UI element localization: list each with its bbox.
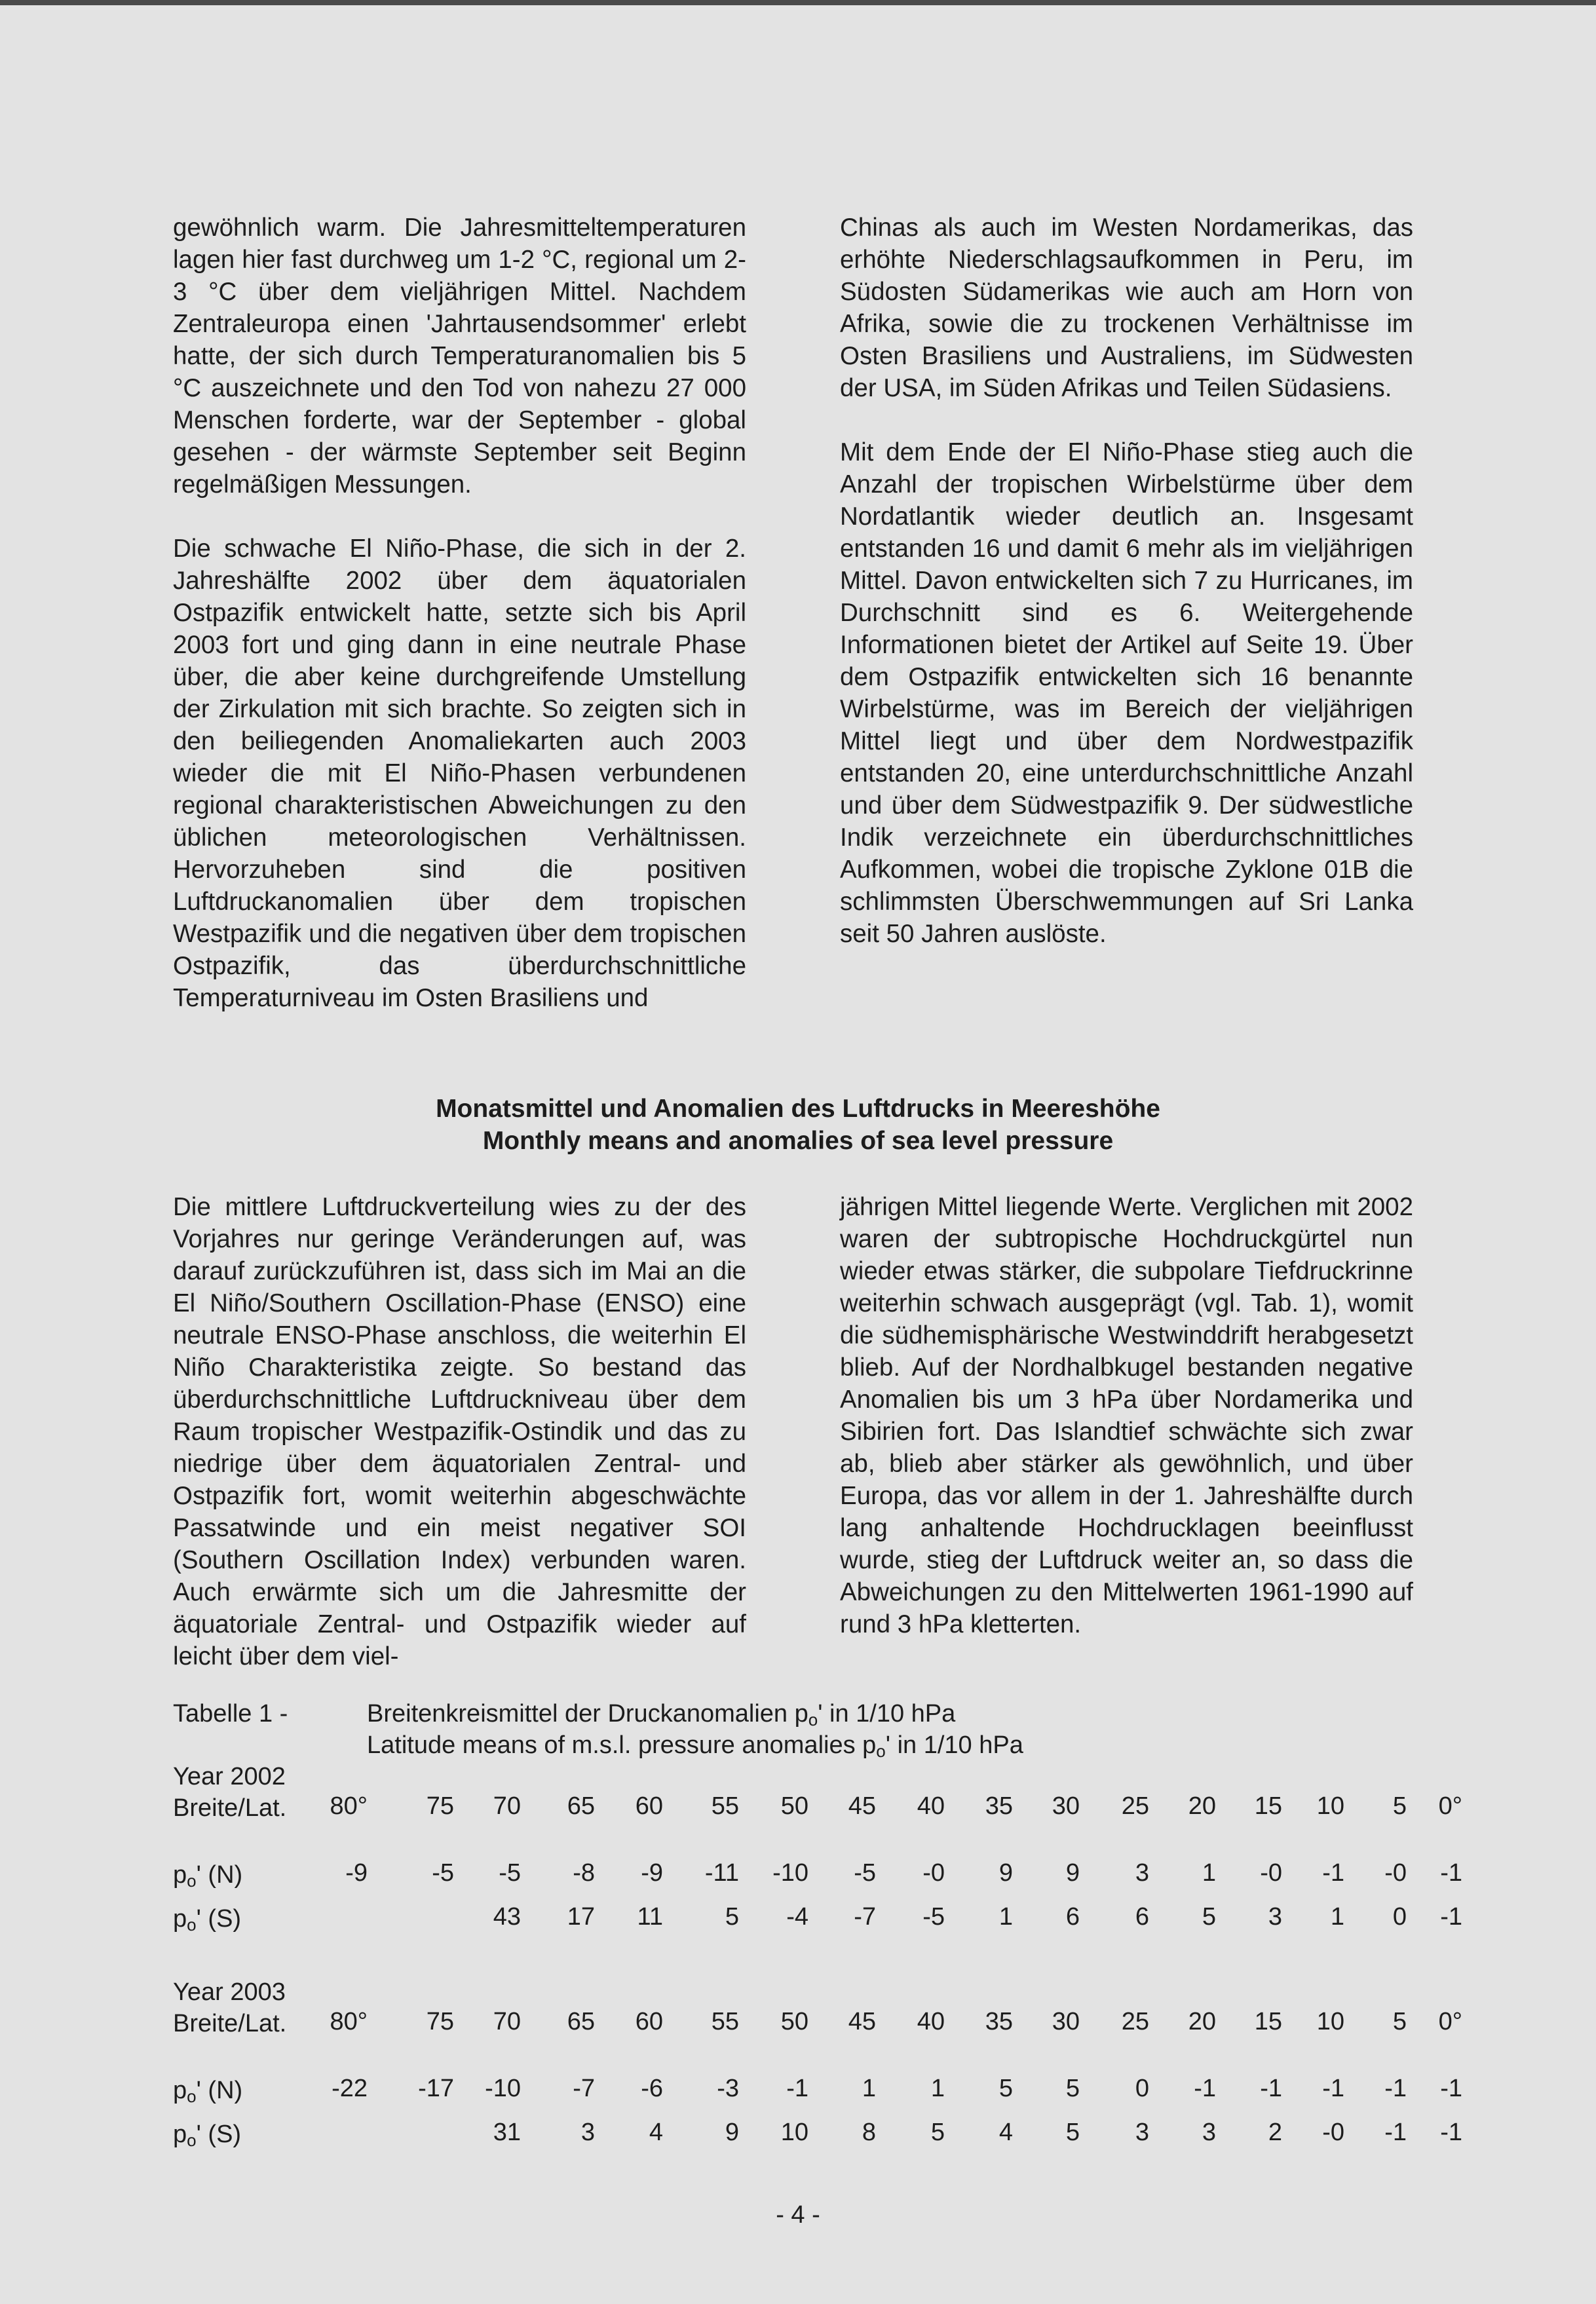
table-cell-south: 5 [1202,1903,1216,1931]
table-cell-south: -1 [1440,2119,1462,2146]
table-cell-north: 9 [998,1859,1013,1887]
latitude-row-label: Breite/Lat. [173,2010,287,2037]
latitude-header-cell: 60 [635,2008,663,2035]
table-cell-south: 6 [1135,1903,1149,1931]
latitude-header-cell: 65 [567,2008,595,2035]
latitude-header-cell: 20 [1188,2008,1216,2035]
table-cell-north: 1 [862,2075,876,2102]
table-label: Tabelle 1 - [173,1700,288,1728]
south-row-label: $p_o'$ (S) [173,2121,242,2150]
latitude-header-cell: 40 [917,2008,945,2035]
latitude-header-cell: 35 [985,2008,1013,2035]
table-cell-south: -1 [1440,1903,1462,1931]
table-cell-south: 17 [567,1903,595,1931]
table-cell-south: 9 [725,2119,739,2146]
latitude-header-cell: 80° [330,2008,368,2035]
latitude-header-cell: 40 [917,1792,945,1820]
table-cell-north: -17 [418,2075,454,2102]
table-cell-north: -1 [1194,2075,1216,2102]
table-cell-north: -1 [1322,2075,1344,2102]
latitude-header-cell: 75 [426,2008,454,2035]
paragraph: Die mittlere Luftdruckverteilung wies zu der des Vorjahres nur geringe Veränderungen auf, was darauf zurückzuführen ist, dass sich im Mai an die El Niño/Southern Oscillation-Phase (ENSO) eine neutrale ENSO-Phase anschloss, die weiterhin El Niño Charakteristika zeigte. So bestand das überdurchschnittliche Luftdruckniveau über dem Raum tropischer Westpazifik-Ostindik und das zu niedrige über dem äquatorialen Zentral- und Ostpazifik fort, womit weiterhin abgeschwächte Passatwinde und ein meist negativer SOI (Southern Oscillation Index) verbunden waren. Auch erwärmte sich um die Jahresmitte der äquatoriale Zentral- und Ostpazifik wieder auf leicht über dem viel- [173,1193,746,1671]
table-cell-north: -6 [641,2075,663,2102]
latitude-header-cell: 0° [1438,1792,1462,1820]
heading-english: Monthly means and anomalies of sea level pressure [482,1127,1114,1155]
latitude-header-cell: 35 [985,1792,1013,1820]
latitude-header-cell: 25 [1121,2008,1149,2035]
paragraph: gewöhnlich warm. Die Jahresmitteltemperaturen lagen hier fast durchweg um 1-2 °C, regional um 2-3 °C über dem vieljährigen Mittel. Nachdem Zentraleuropa einen 'Jahrtausendsommer' erlebt hatte, der sich durch Temperaturanomalien bis 5 °C auszeichnete und den Tod von nahezu 27 000 Menschen forderte, war der September - global gesehen - der wärmste September seit Beginn regelmäßigen Messungen. [173,214,746,499]
paragraph: Mit dem Ende der El Niño-Phase stieg auch die Anzahl der tropischen Wirbelstürme über dem Nordatlantik wieder deutlich an. Insgesamt entstanden 16 und damit 6 mehr als im vieljährigen Mittel. Davon entwickelten sich 7 zu Hurricanes, im Durchschnitt sind es 6. Weitergehende Informationen bietet der Artikel auf Seite 19. Über dem Ostpazifik entwickelten sich 16 benannte Wirbelstürme, was im Bereich der vieljährigen Mittel liegt und über dem Nordwestpazifik entstanden 20, eine unterdurchschnittliche Anzahl und über dem Südwestpazifik 9. Der südwestliche Indik verzeichnete ein überdurchschnittliches Aufkommen, wobei die tropische Zyklone 01B die schlimmsten Überschwemmungen auf Sri Lanka seit 50 Jahren auslöste. [840,438,1413,948]
paragraph: Chinas als auch im Westen Nordamerikas, das erhöhte Niederschlagsaufkommen in Peru, im Südosten Südamerikas wie auch am Horn von Afrika, sowie die zu trockenen Verhältnisse im Osten Brasiliens und Australiens, im Südwesten der USA, im Süden Afrikas und Teilen Südasiens. [840,214,1413,402]
latitude-header-cell: 70 [493,2008,521,2035]
table-cell-north: -0 [922,1859,945,1887]
table-cell-south: 43 [493,1903,521,1931]
table-cell-north: -1 [1440,2075,1462,2102]
table-cell-north: -1 [1384,2075,1407,2102]
latitude-header-cell: 25 [1121,1792,1149,1820]
table-cell-north: -5 [854,1859,876,1887]
left-column-bottom [173,1191,746,1672]
table-cell-south: 2 [1268,2119,1282,2146]
table-cell-south: 5 [1065,2119,1080,2146]
paragraph: jährigen Mittel liegende Werte. Verglichen mit 2002 waren der subtropische Hochdruckgürtel nun wieder etwas stärker, die subpolare Tiefdruckrinne weiterhin schwach ausgeprägt (vgl. Tab. 1), womit die südhemisphärische Westwinddrift herabgesetzt blieb. Auf der Nordhalbkugel bestanden negative Anomalien bis um 3 hPa über Nordamerika und Sibirien fort. Das Islandtief schwächte sich zwar ab, blieb aber stärker als gewöhnlich, und über Europa, das vor allem in der 1. Jahreshälfte durch lang anhaltende Hochdrucklagen beeinflusst wurde, stieg der Luftdruck weiter an, so dass die Abweichungen zu den Mittelwerten 1961-1990 auf rund 3 hPa kletterten. [840,1193,1413,1638]
table-cell-south: -7 [854,1903,876,1931]
latitude-header-cell: 60 [635,1792,663,1820]
latitude-header-cell: 10 [1316,1792,1344,1820]
table-cell-south: 11 [637,1903,663,1931]
table-cell-north: 1 [930,2075,945,2102]
table-cell-north: -1 [786,2075,808,2102]
table-cell-north: -11 [704,1859,739,1887]
table-caption-english: Latitude means of m.s.l. pressure anomalies $p_o'$ in 1/10 hPa [367,1731,1023,1761]
table-cell-south: -1 [1384,2119,1407,2146]
table-cell-south: 3 [580,2119,595,2146]
table-cell-north: -0 [1260,1859,1282,1887]
latitude-header-cell: 5 [1392,1792,1407,1820]
table-cell-north: -8 [573,1859,595,1887]
table-cell-south: 5 [725,1903,739,1931]
latitude-header-cell: 5 [1392,2008,1407,2035]
table-cell-north: -5 [499,1859,521,1887]
right-column-top [840,212,1413,950]
latitude-row-label: Breite/Lat. [173,1794,287,1822]
table-cell-south: 1 [998,1903,1013,1931]
table-cell-north: 5 [1065,2075,1080,2102]
latitude-header-cell: 20 [1188,1792,1216,1820]
table-cell-north: -9 [641,1859,663,1887]
table-cell-south: 3 [1268,1903,1282,1931]
table-cell-north: -9 [345,1859,368,1887]
year-label: Year 2002 [173,1763,286,1790]
latitude-header-cell: 50 [780,2008,808,2035]
table-cell-south: -0 [1322,2119,1344,2146]
latitude-header-cell: 15 [1254,1792,1282,1820]
table-cell-south: 4 [998,2119,1013,2146]
page-number: - 4 - [776,2201,820,2229]
table-cell-north: 9 [1065,1859,1080,1887]
latitude-header-cell: 15 [1254,2008,1282,2035]
table-cell-north: -10 [772,1859,808,1887]
latitude-header-cell: 45 [848,1792,876,1820]
table-cell-south: 1 [1330,1903,1344,1931]
north-row-label: $p_o'$ (N) [173,2077,243,2106]
latitude-header-cell: 50 [780,1792,808,1820]
latitude-header-cell: 55 [711,1792,739,1820]
latitude-header-cell: 65 [567,1792,595,1820]
table-cell-north: -1 [1440,1859,1462,1887]
table-cell-south: 3 [1202,2119,1216,2146]
latitude-header-cell: 75 [426,1792,454,1820]
table-cell-south: 0 [1392,1903,1407,1931]
table-cell-north: -22 [332,2075,368,2102]
year-label: Year 2003 [173,1978,286,2006]
table-cell-north: 0 [1135,2075,1149,2102]
section-heading [0,1093,1596,1157]
table-cell-south: 10 [780,2119,808,2146]
right-column-bottom [840,1191,1413,1640]
paragraph: Die schwache El Niño-Phase, die sich in der 2. Jahreshälfte 2002 über dem äquatorialen Ostpazifik entwickelt hatte, setzte sich bis April 2003 fort und ging dann in eine neutrale Phase über, die aber keine durchgreifende Umstellung der Zirkulation mit sich brachte. So zeigten sich in den beiliegenden Anomaliekarten auch 2003 wieder die mit El Niño-Phasen verbundenen regional charakteristischen Abweichungen zu den üblichen meteorologischen Verhältnissen. Hervorzuheben sind die positiven Luftdruckanomalien über dem tropischen Westpazifik und die negativen über dem tropischen Ostpazifik, das überdurchschnittliche Temperaturniveau im Osten Brasiliens und [173,535,746,1012]
latitude-header-cell: 45 [848,2008,876,2035]
table-cell-north: 1 [1202,1859,1216,1887]
heading-german: Monatsmittel und Anomalien des Luftdrucks in Meereshöhe [436,1095,1160,1123]
table-cell-north: -0 [1384,1859,1407,1887]
latitude-header-cell: 10 [1316,2008,1344,2035]
table-cell-north: -1 [1322,1859,1344,1887]
table-cell-north: -5 [432,1859,454,1887]
table-cell-north: -10 [485,2075,521,2102]
table-cell-north: -3 [717,2075,739,2102]
table-caption-german: Breitenkreismittel der Druckanomalien $p_o'$ in 1/10 hPa [367,1700,956,1729]
latitude-header-cell: 0° [1438,2008,1462,2035]
table-cell-south: 4 [649,2119,663,2146]
north-row-label: $p_o'$ (N) [173,1861,243,1891]
latitude-header-cell: 70 [493,1792,521,1820]
latitude-header-cell: 30 [1052,1792,1080,1820]
table-cell-south: -5 [922,1903,945,1931]
latitude-header-cell: 55 [711,2008,739,2035]
table-cell-north: -7 [573,2075,595,2102]
south-row-label: $p_o'$ (S) [173,1905,242,1935]
table-cell-south: 5 [930,2119,945,2146]
table-cell-north: 5 [998,2075,1013,2102]
table-cell-south: 6 [1065,1903,1080,1931]
table-cell-south: 31 [493,2119,521,2146]
left-column-top [173,212,746,1014]
latitude-header-cell: 30 [1052,2008,1080,2035]
table-cell-north: 3 [1135,1859,1149,1887]
table-cell-south: 3 [1135,2119,1149,2146]
latitude-header-cell: 80° [330,1792,368,1820]
table-cell-south: -4 [786,1903,808,1931]
table-cell-north: -1 [1260,2075,1282,2102]
page-top-edge [0,0,1596,5]
table-cell-south: 8 [862,2119,876,2146]
